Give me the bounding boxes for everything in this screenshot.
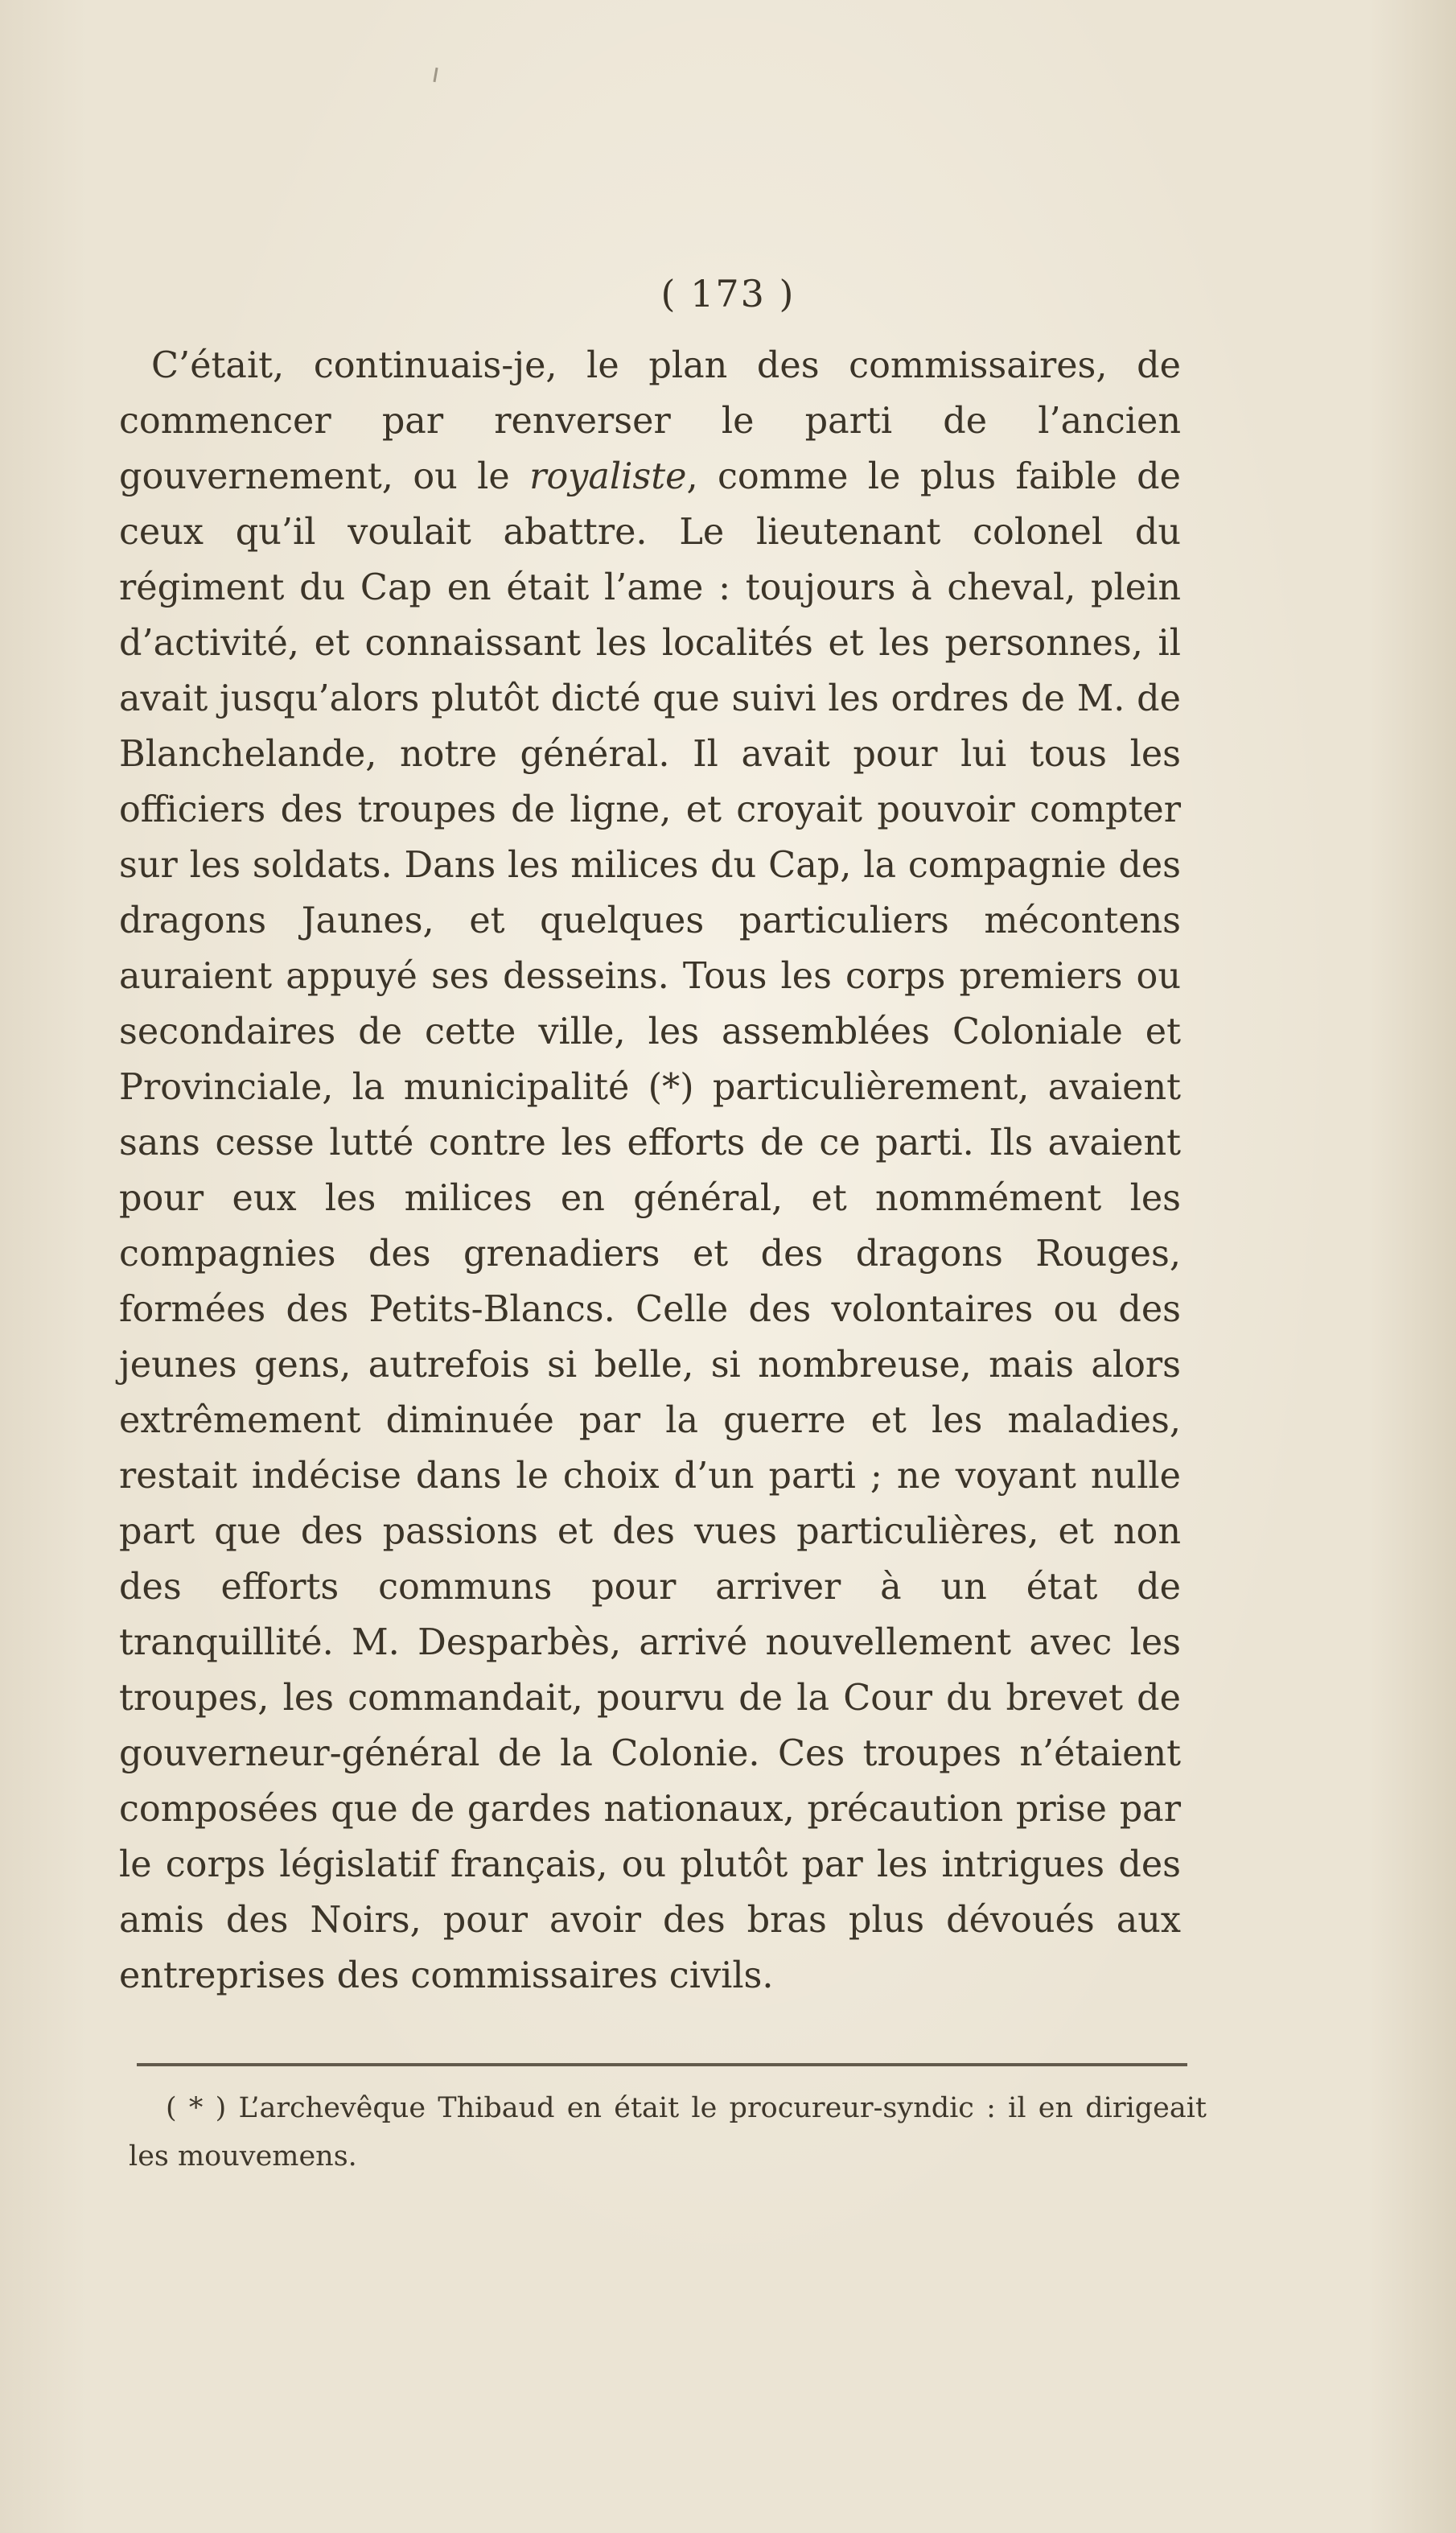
paragraph-text-part-2: , comme le plus faible de ceux qu’il voulait abattre. Le lieutenant colonel du régiment du Cap en était l’ame : toujours à cheval, plein d’activité, et connaissant les localités et les personnes, il avait jusqu’alors plutôt dicté que suivi les ordres de M. de Blanchelande, notre général. Il avait pour lui tous les officiers des troupes de ligne, et croyait pouvoir compter sur les soldats. Dans les milices du Cap, la compagnie des dragons Jaunes, et quelques particuliers mécontens auraient appuyé ses desseins. Tous les corps premiers ou secondaires de cette ville, les assemblées Coloniale et Provinciale, la municipalité (*) particulièrement, avaient sans cesse lutté contre les efforts de ce parti. Ils avaient pour eux les milices en général, et nommément les compagnies des grenadiers et des dragons Rouges, formées des Petits-Blancs. Celle des volontaires ou des jeunes gens, autrefois si belle, si nombreuse, mais alors extrêmement diminuée par la guerre et les maladies, restait indécise dans le choix d’un parti ; ne voyant nulle part que des passions et des vues particulières, et non des efforts communs pour arriver à un état de tranquillité. M. Desparbès, arrivé nouvellement avec les troupes, les commandait, pourvu de la Cour du brevet de gouverneur-général de la Colonie. Ces troupes n’étaient composées que de gardes nationaux, précaution prise par le corps législatif français, ou plutôt par les intrigues des amis des Noirs, pour avoir des bras plus dévoués aux entreprises des commissaires civils.: [119, 456, 1181, 1996]
footnote: ( * ) L’archevêque Thibaud en était le procureur-syndic : il en dirigeait les mouvemens.: [129, 2092, 1207, 2173]
ink-mark: [433, 68, 438, 82]
footnote-separator-rule: [137, 2063, 1187, 2066]
italic-word-royaliste: royaliste: [529, 456, 687, 497]
page-number: ( 173 ): [660, 272, 796, 315]
paragraph-text-part-1: C’était, continuais-je, le plan des commissaires, de commencer par renverser le parti de l’ancien gouvernement, ou le: [119, 345, 1181, 497]
main-paragraph: [119, 338, 1181, 2004]
